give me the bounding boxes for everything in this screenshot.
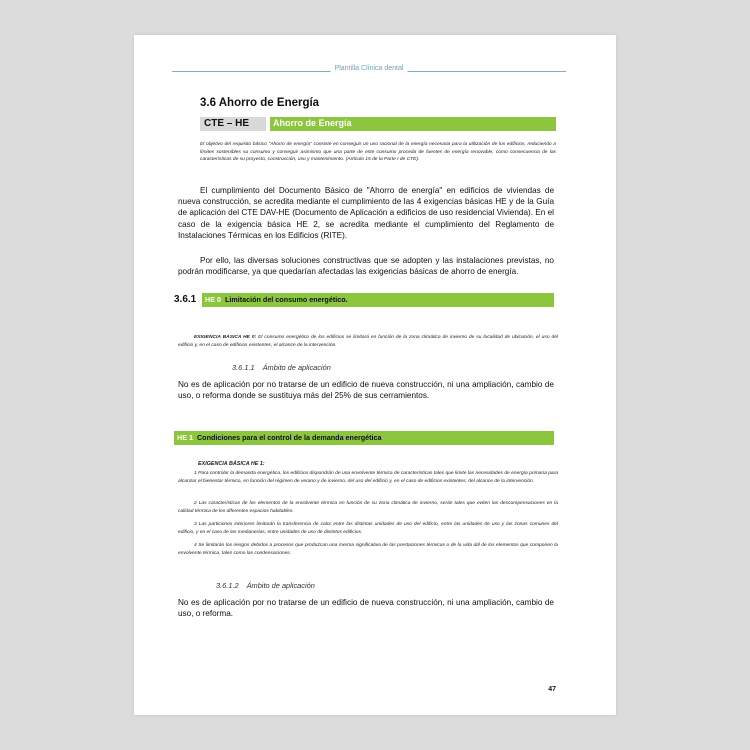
he1-requirement-label: EXIGENCIA BÁSICA HE 1: [198, 461, 265, 467]
intro-paragraph: El objetivo del requisito básico "Ahorro de energía" consiste en conseguir un uso racional de la energía necesaria para la utilización de los edificios, reduciendo a límites sostenibles su consumo y conseguir asimismo que una parte de este consumo proceda de fuentes de energía renovable, como consecuencia de las características de su proyecto, construcción, uso y mantenimiento. (Artículo 15 de la Parte I de CTE). [200, 142, 556, 163]
he1-point-3: 3 Las particiones interiores limitarán la transferencia de calor entre las distintas unidades de uso del edificio, entre las unidades de uso y las zonas comunes del edificio, y en el caso de las medianerías, entre unidades de uso de distintos edificios. [178, 522, 558, 535]
he0-subheading [232, 363, 331, 372]
body-paragraph-2: Por ello, las diversas soluciones constructivas que se adopten y las instalaciones previstas, no podrán modificarse, ya que quedarían afectadas las exigencias básicas de ahorro de energía. [178, 256, 554, 277]
he1-point-1: 1 Para controlar la demanda energética, los edificios dispondrán de una envolvente térmica de características tales que limite las necesidades de energía primaria para alcanzar el bienestar térmico, en función del régimen de verano y de invierno, del uso del edificio y, en el caso de edificios existentes, del alcance de la intervención. [178, 471, 558, 484]
he0-requirement-text: El consumo energético de los edificios se limitará en función de la zona climática de invierno de su localidad de ubicación, el uso del edificio y, en el caso de edificios existentes, el alcance de la intervención. [178, 335, 559, 348]
he1-heading [174, 431, 554, 445]
document-page [134, 35, 616, 715]
body-paragraph-1: El cumplimiento del Documento Básico de "Ahorro de energía" en edificios de viviendas de nueva construcción, se acredita mediante el cumplimiento de las 4 exigencias básicas HE y de la Guía de aplicación del CTE DAV-HE (Documento de Aplicación a edificios de uso residencial Vivienda). En el caso de la exigencia básica HE 2, se acredita mediante el cumplimiento del Reglamento de Instalaciones Térmicas en los Edificios (RITE). [178, 186, 554, 240]
he1-sub-title: Ámbito de aplicación [246, 581, 315, 590]
he0-requirement [178, 334, 558, 349]
page-number: 47 [548, 686, 556, 693]
page-header [172, 67, 566, 77]
he0-code: HE 0 [205, 295, 221, 304]
he1-title: Condiciones para el control de la demanda energética [196, 433, 382, 442]
cte-heading [200, 117, 556, 131]
he0-bar [202, 293, 554, 307]
section-title: 3.6 Ahorro de Energía [200, 97, 320, 109]
he1-body: No es de aplicación por no tratarse de un edificio de nueva construcción, ni una ampliación, cambio de uso, o reforma. [178, 598, 554, 619]
he0-title: Limitación del consumo energético. [224, 295, 348, 304]
he0-sub-title: Ámbito de aplicación [262, 363, 331, 372]
he0-number: 3.6.1 [174, 294, 197, 305]
cte-title: Ahorro de Energía [270, 117, 556, 131]
he1-bar [174, 431, 554, 445]
he1-sub-number: 3.6.1.2 [216, 581, 239, 590]
he0-body: No es de aplicación por no tratarse de un edificio de nueva construcción, ni una ampliación, cambio de uso, o reforma donde se sustituya más del 25% de sus cerramientos. [178, 380, 554, 401]
header-title: Plantilla Clínica dental [331, 65, 408, 72]
he0-sub-number: 3.6.1.1 [232, 363, 255, 372]
he1-subheading [216, 581, 315, 590]
he1-point-2: 2 Las características de los elementos de la envolvente térmica en función de su zona climática de invierno, serán tales que eviten las descompensaciones en la calidad térmica de los diferentes espacios habitables. [178, 501, 558, 514]
cte-code: CTE – HE [200, 117, 266, 131]
he1-code: HE 1 [177, 433, 193, 442]
he0-heading [174, 293, 554, 307]
he1-point-4: 4 Se limitarán los riesgos debidos a procesos que produzcan una merma significativa de las prestaciones térmicas o de la vida útil de los elementos que componen la envolvente térmica, tales como las condensaciones. [178, 543, 558, 556]
he0-requirement-label: EXIGENCIA BÁSICA HE 0: [194, 335, 257, 340]
